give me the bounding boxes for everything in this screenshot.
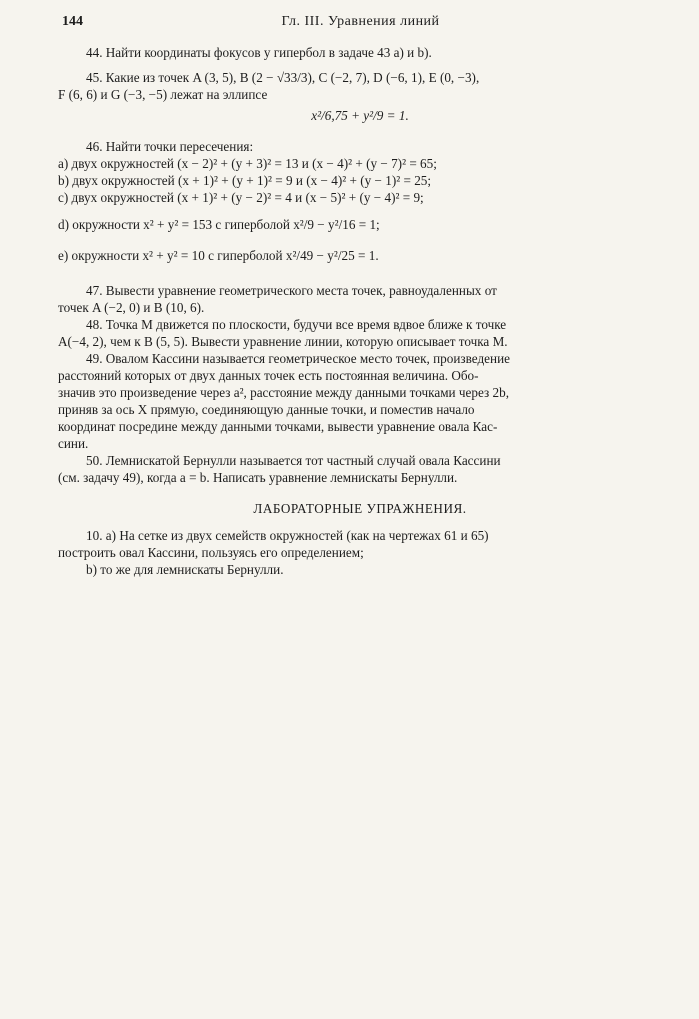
problem-46-a: a) двух окружностей (x − 2)² + (y + 3)² = 13 и (x − 4)² + (y − 7)² = 65; xyxy=(58,156,437,171)
problem-50-line-1: 50. Лемнискатой Бернулли называется тот частный случай овала Кассини xyxy=(86,453,501,468)
running-title: Гл. III. Уравнения линий xyxy=(281,14,440,29)
page-header xyxy=(62,14,659,34)
problem-49-line-5: координат посредине между данными точками, вывести уравнение овала Кас- xyxy=(58,419,498,434)
problem-48-line-1: 48. Точка M движется по плоскости, будучи все время вдвое ближе к точке xyxy=(86,317,507,332)
page-body xyxy=(58,44,662,578)
problem-46-c: c) двух окружностей (x + 1)² + (y − 2)² = 4 и (x − 5)² + (y − 4)² = 9; xyxy=(58,190,424,205)
page-number: 144 xyxy=(62,14,83,29)
lab-heading: ЛАБОРАТОРНЫЕ УПРАЖНЕНИЯ. xyxy=(253,501,467,516)
problem-47-line-2: точек A (−2, 0) и B (10, 6). xyxy=(58,300,205,315)
problem-45-formula: x²/6,75 + y²/9 = 1. xyxy=(311,108,409,123)
problem-46-e: e) окружности x² + y² = 10 с гиперболой x²/49 − y²/25 = 1. xyxy=(58,248,379,263)
problem-48-line-2: A(−4, 2), чем к B (5, 5). Вывести уравнение линии, которую описывает точка M. xyxy=(58,334,508,349)
problem-46-d: d) окружности x² + y² = 153 с гиперболой x²/9 − y²/16 = 1; xyxy=(58,217,380,232)
problem-46-title: 46. Найти точки пересечения: xyxy=(86,139,254,154)
problem-49-line-2: расстояний которых от двух данных точек есть постоянная величина. Обо- xyxy=(58,368,479,383)
problem-47-line-1: 47. Вывести уравнение геометрического места точек, равноудаленных от xyxy=(86,283,497,298)
problem-44: 44. Найти координаты фокусов у гипербол в задаче 43 а) и b). xyxy=(86,45,432,60)
problem-49-line-1: 49. Овалом Кассини называется геометрическое место точек, произведение xyxy=(86,351,510,366)
problem-50-line-2: (см. задачу 49), когда a = b. Написать уравнение лемнискаты Бернулли. xyxy=(58,470,458,485)
problem-45-line-1: 45. Какие из точек A (3, 5), B (2 − √33/3), C (−2, 7), D (−6, 1), E (0, −3), xyxy=(86,70,480,85)
lab-10-line-2: построить овал Кассини, пользуясь его определением; xyxy=(58,545,364,560)
problem-49-line-4: приняв за ось X прямую, соединяющую данные точки, и поместив начало xyxy=(58,402,475,417)
problem-49-line-6: сини. xyxy=(58,436,89,451)
lab-10-line-1: 10. a) На сетке из двух семейств окружностей (как на чертежах 61 и 65) xyxy=(86,528,489,543)
problem-46-b: b) двух окружностей (x + 1)² + (y + 1)² = 9 и (x − 4)² + (y − 1)² = 25; xyxy=(58,173,432,188)
lab-10-line-3: b) то же для лемнискаты Бернулли. xyxy=(86,562,284,577)
problem-49-line-3: значив это произведение через a², расстояние между данными точками через 2b, xyxy=(58,385,509,400)
problem-45-line-2: F (6, 6) и G (−3, −5) лежат на эллипсе xyxy=(58,87,268,102)
